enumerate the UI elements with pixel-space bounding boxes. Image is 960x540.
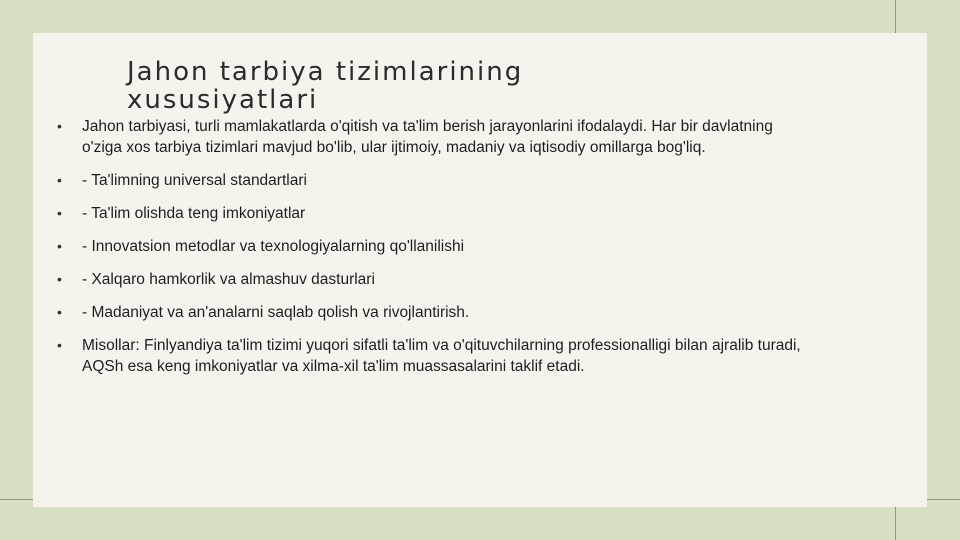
list-item	[57, 269, 817, 290]
bullet-icon: •	[57, 172, 62, 188]
bullet-icon: •	[57, 337, 62, 353]
list-item	[57, 116, 817, 158]
bullet-text: Misollar: Finlyandiya ta'lim tizimi yuqori sifatli ta'lim va o'qituvchilarning professionalligi bilan ajralib turadi, AQSh esa keng imkoniyatlar va xilma-xil ta'lim muassasalarini taklif etadi.	[82, 337, 801, 375]
bullet-text: Jahon tarbiyasi, turli mamlakatlarda o'qitish va ta'lim berish jarayonlarini ifodalaydi. Har bir davlatning o'ziga xos tarbiya tizimlari mavjud bo'lib, ular ijtimoiy, madaniy va iqtisodiy omillarga bog'liq.	[82, 118, 773, 156]
bullet-icon: •	[57, 118, 62, 134]
bullet-text: - Innovatsion metodlar va texnologiyalarning qo'llanilishi	[82, 238, 465, 255]
bullet-list	[57, 116, 817, 389]
slide-title: Jahon tarbiya tizimlarining xususiyatlari	[127, 57, 524, 115]
bullet-text: - Xalqaro hamkorlik va almashuv dasturlari	[82, 271, 375, 288]
bullet-icon: •	[57, 271, 62, 287]
list-item	[57, 236, 817, 257]
list-item	[57, 203, 817, 224]
list-item	[57, 302, 817, 323]
list-item	[57, 335, 817, 377]
bullet-icon: •	[57, 304, 62, 320]
bullet-text: - Ta'lim olishda teng imkoniyatlar	[82, 205, 306, 222]
bullet-icon: •	[57, 238, 62, 254]
list-item	[57, 170, 817, 191]
bullet-text: - Madaniyat va an'analarni saqlab qolish va rivojlantirish.	[82, 304, 470, 321]
bullet-icon: •	[57, 205, 62, 221]
bullet-text: - Ta'limning universal standartlari	[82, 172, 307, 189]
